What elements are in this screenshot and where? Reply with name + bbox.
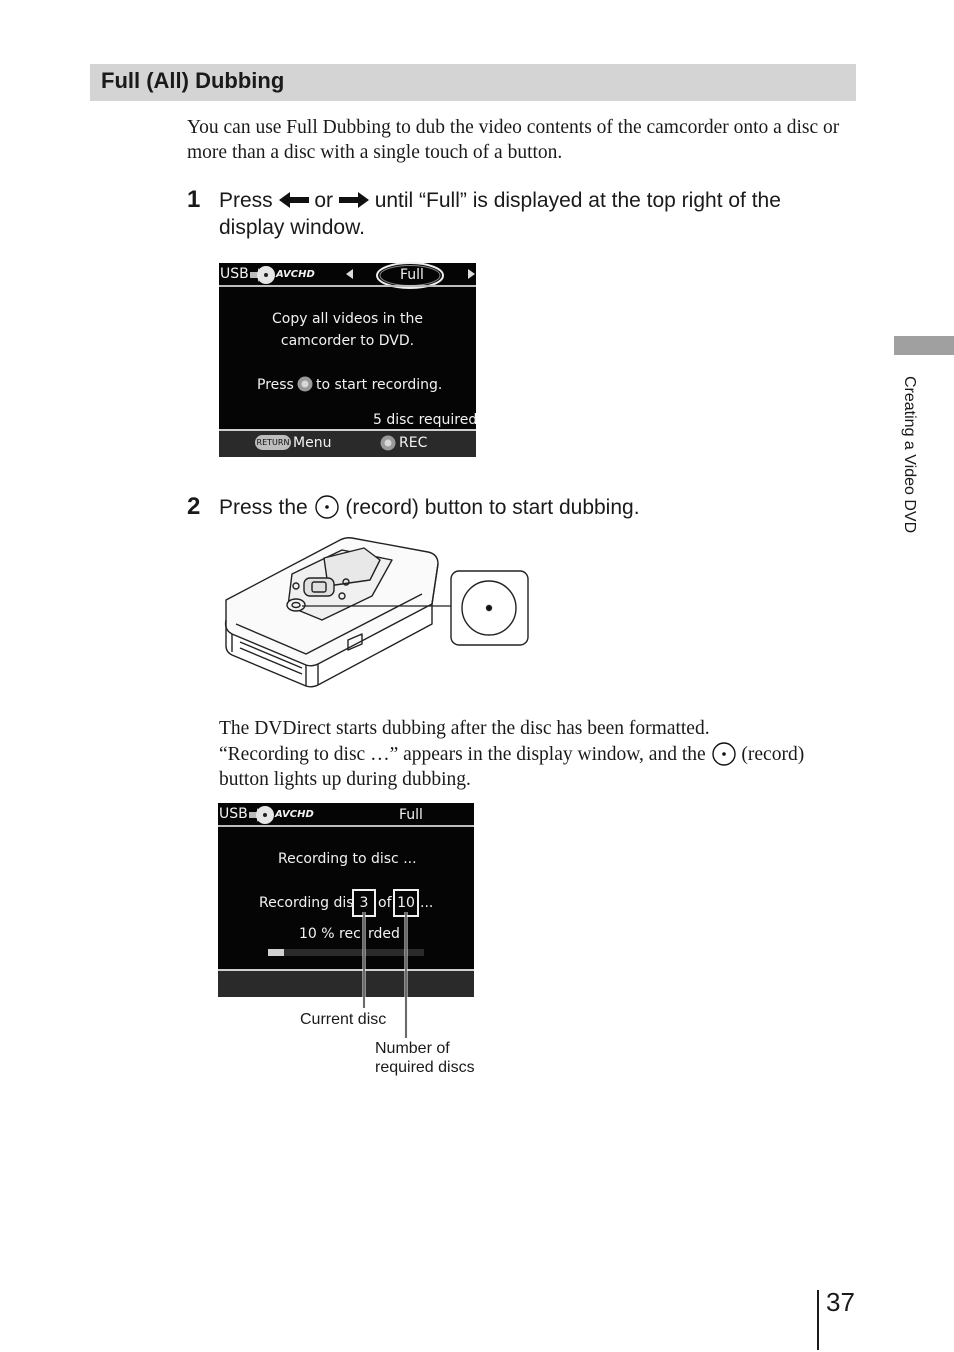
record-button-icon (297, 376, 313, 392)
screen-message-2: camcorder to DVD. (280, 333, 415, 349)
recording-disc-label: Recording dis (259, 895, 354, 911)
screen-right-arrow-icon (468, 269, 476, 279)
recording-to-disc-message: Recording to disc ... (278, 851, 417, 867)
screen-left-arrow-icon (346, 269, 354, 279)
rec-label: REC (399, 435, 428, 451)
screen-message-1: Copy all videos in the (272, 311, 423, 327)
callout-required-line-1: Number of (375, 1040, 450, 1057)
total-discs-number: 10 (397, 895, 415, 911)
step-1-text (219, 187, 849, 241)
chapter-side-label (896, 376, 920, 576)
callout-required-discs (375, 1039, 475, 1077)
usb-to-disc-icon (250, 265, 276, 285)
avchd-logo: AVCHD (276, 269, 315, 280)
step-1-text-c: until “Full” is displayed at the top right of the display window. (219, 189, 781, 239)
chapter-tab-marker (894, 336, 954, 355)
display-screen-full-mode (219, 263, 476, 457)
menu-label: Menu (293, 435, 332, 451)
percent-recorded-a: 10 % rec (299, 926, 361, 942)
dubbing-desc-line-2b: (record) (736, 744, 805, 765)
section-title: Full (All) Dubbing (101, 68, 285, 93)
step-2-text (219, 494, 849, 521)
dubbing-description (219, 716, 859, 792)
disc-required-count: 5 disc required (373, 412, 478, 428)
chapter-side-label-text: Creating a Video DVD (901, 376, 918, 534)
record-button-icon (711, 741, 737, 767)
screen-start-recording: to start recording. (316, 377, 443, 393)
screen-press-label: Press (257, 377, 294, 393)
step-2-number: 2 (187, 493, 201, 520)
current-disc-number: 3 (359, 895, 369, 911)
step-1-number: 1 (187, 186, 201, 213)
top-divider (218, 825, 474, 827)
dubbing-desc-line-2a: “Recording to disc …” appears in the display window, and the (219, 744, 711, 765)
intro-paragraph: You can use Full Dubbing to dub the video contents of the camcorder onto a disc or more than a disc with a single touch of a button. (187, 117, 840, 163)
left-arrow-icon (279, 192, 309, 208)
dubbing-desc-line-2 (219, 741, 859, 767)
dvdirect-device-illustration (222, 534, 532, 692)
dubbing-desc-line-3: button lights up during dubbing. (219, 769, 471, 790)
page-number-rule (817, 1290, 819, 1350)
of-label: of (378, 895, 392, 911)
right-arrow-icon (339, 192, 369, 208)
usb-label: USB (220, 266, 249, 282)
percent-recorded-b: rded (368, 926, 400, 942)
step-2-text-b: (record) button to start dubbing. (339, 496, 640, 519)
step-1-text-a: Press (219, 189, 279, 212)
rec-button-icon (380, 435, 396, 451)
top-divider (219, 285, 476, 287)
ellipsis: ... (420, 895, 434, 911)
step-1-text-b: or (308, 189, 339, 212)
mode-label-full: Full (400, 267, 424, 283)
page-number: 37 (826, 1287, 855, 1317)
usb-to-disc-icon (249, 805, 275, 825)
mode-label-full: Full (399, 807, 423, 823)
record-button-icon (314, 494, 340, 520)
callout-required-line-2: required discs (375, 1059, 475, 1076)
step-2-text-a: Press the (219, 496, 314, 519)
callout-current-disc: Current disc (300, 1011, 387, 1028)
usb-label: USB (219, 806, 248, 822)
avchd-logo: AVCHD (275, 809, 314, 820)
dubbing-desc-line-1: The DVDirect starts dubbing after the disc has been formatted. (219, 718, 710, 739)
return-badge: RETURN (255, 435, 291, 450)
